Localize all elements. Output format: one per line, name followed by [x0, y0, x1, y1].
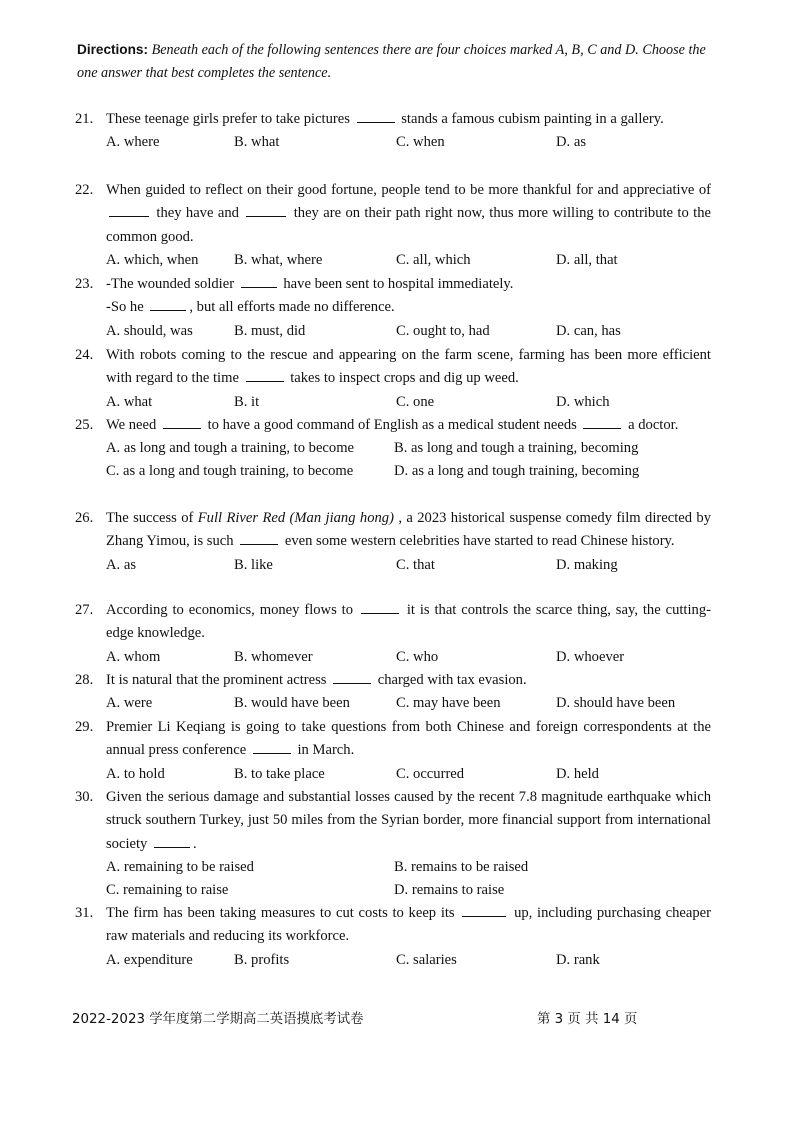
question-number: 21.: [75, 111, 94, 127]
option-c[interactable]: C. one: [396, 393, 435, 410]
option-a[interactable]: A. as: [106, 556, 136, 573]
option-c[interactable]: C. that: [396, 556, 435, 573]
option-d[interactable]: D. can, has: [556, 322, 621, 339]
options-row: [106, 554, 711, 577]
option-b[interactable]: B. it: [234, 393, 260, 410]
question-number: 26.: [75, 510, 94, 526]
answer-blank: [150, 298, 186, 311]
option-c[interactable]: C. ought to, had: [396, 322, 490, 339]
options-row: [106, 856, 711, 879]
question-number: 24.: [75, 347, 94, 363]
question-text: -The wounded soldier have been sent to hospital immediately. -So he , but all efforts made no difference.: [106, 276, 514, 316]
options-row: [106, 320, 711, 343]
question-text: It is natural that the prominent actress charged with tax evasion.: [106, 672, 527, 688]
option-c[interactable]: C. occurred: [396, 765, 465, 782]
answer-blank: [240, 532, 278, 545]
option-c[interactable]: C. may have been: [396, 695, 501, 712]
options-row: [106, 646, 711, 669]
question-number: 28.: [75, 672, 94, 688]
answer-blank: [361, 601, 399, 614]
option-d[interactable]: D. as a long and tough training, becoming: [394, 463, 640, 480]
options-row: [106, 131, 711, 154]
options-row: [106, 879, 711, 902]
question-29: [75, 716, 711, 786]
question-text: Given the serious damage and substantial losses caused by the recent 7.8 magnitude earthquake which struck southern Turkey, just 50 miles from the Syrian border, more financial support from international society .: [106, 789, 711, 852]
question-text: We need to have a good command of English as a medical student needs a doctor.: [106, 417, 679, 433]
option-b[interactable]: B. profits: [234, 951, 290, 968]
page-number: 第 3 页 共 14 页: [537, 1012, 638, 1027]
option-c[interactable]: C. all, which: [396, 251, 471, 268]
question-number: 22.: [75, 182, 94, 198]
question-text: According to economics, money flows to it is that controls the scarce thing, say, the cutting-edge knowledge.: [106, 602, 711, 642]
option-b[interactable]: B. what: [234, 134, 280, 151]
question-26: [75, 507, 711, 577]
question-23: [75, 273, 711, 343]
option-b[interactable]: B. what, where: [234, 251, 323, 268]
option-b[interactable]: B. must, did: [234, 322, 306, 339]
directions-lead: Directions:: [77, 42, 149, 57]
option-b[interactable]: B. would have been: [234, 695, 350, 712]
exam-title: 2022-2023 学年度第二学期高二英语摸底考试卷: [72, 1012, 364, 1027]
question-number: 31.: [75, 905, 94, 921]
option-a[interactable]: A. remaining to be raised: [106, 858, 254, 875]
directions: [77, 38, 717, 85]
answer-blank: [253, 741, 291, 754]
options-row: [106, 391, 711, 414]
question-21: [75, 108, 711, 154]
option-b[interactable]: B. like: [234, 556, 273, 573]
question-number: 29.: [75, 719, 94, 735]
answer-blank: [241, 275, 277, 288]
options-row: [106, 692, 711, 715]
options-row: [106, 249, 711, 272]
option-a[interactable]: A. which, when: [106, 251, 199, 268]
question-number: 23.: [75, 276, 94, 292]
option-b[interactable]: B. whomever: [234, 648, 313, 665]
answer-blank: [333, 671, 371, 684]
question-text: When guided to reflect on their good fortune, people tend to be more thankful for and appreciative of they have and they are on their path right now, thus more willing to contribute to the common good.: [106, 182, 711, 245]
option-c[interactable]: C. salaries: [396, 951, 457, 968]
question-number: 30.: [75, 789, 94, 805]
answer-blank: [109, 204, 149, 217]
question-22: [75, 179, 711, 272]
answer-blank: [246, 369, 284, 382]
options-row: [106, 949, 711, 972]
option-d[interactable]: D. as: [556, 134, 586, 151]
options-row: [106, 437, 711, 460]
option-d[interactable]: D. making: [556, 556, 618, 573]
question-text: These teenage girls prefer to take pictures stands a famous cubism painting in a gallery.: [106, 111, 664, 127]
option-d[interactable]: D. whoever: [556, 648, 625, 665]
question-text: Premier Li Keqiang is going to take questions from both Chinese and foreign correspondents at the annual press conference in March.: [106, 719, 711, 759]
question-number: 27.: [75, 602, 94, 618]
question-text: The success of Full River Red (Man jiang hong) , a 2023 historical suspense comedy film directed by Zhang Yimou, is such even some western celebrities have started to read Chinese history.: [106, 510, 711, 550]
option-b[interactable]: B. to take place: [234, 765, 325, 782]
option-d[interactable]: D. remains to raise: [394, 881, 505, 898]
question-number: 25.: [75, 417, 94, 433]
option-c[interactable]: C. who: [396, 648, 439, 665]
question-24: [75, 344, 711, 414]
answer-blank: [246, 204, 286, 217]
option-a[interactable]: A. whom: [106, 648, 161, 665]
options-row: [106, 460, 711, 483]
option-c[interactable]: C. remaining to raise: [106, 881, 229, 898]
option-d[interactable]: D. held: [556, 765, 599, 782]
option-a[interactable]: A. where: [106, 134, 160, 151]
question-30: [75, 786, 711, 902]
answer-blank: [462, 904, 506, 917]
question-text: With robots coming to the rescue and appearing on the farm scene, farming has been more efficient with regard to the time takes to inspect crops and dig up weed.: [106, 347, 711, 387]
option-b[interactable]: B. remains to be raised: [394, 858, 529, 875]
answer-blank: [163, 416, 201, 429]
option-a[interactable]: A. should, was: [106, 322, 193, 339]
question-28: [75, 669, 711, 715]
option-d[interactable]: D. all, that: [556, 251, 618, 268]
question-31: [75, 902, 711, 972]
option-d[interactable]: D. rank: [556, 951, 600, 968]
answer-blank: [583, 416, 621, 429]
option-a[interactable]: A. what: [106, 393, 153, 410]
answer-blank: [357, 110, 395, 123]
option-b[interactable]: B. as long and tough a training, becoming: [394, 440, 639, 457]
option-c[interactable]: C. when: [396, 134, 445, 151]
question-text: The firm has been taking measures to cut costs to keep its up, including purchasing cheaper raw materials and reducing its workforce.: [106, 905, 712, 945]
answer-blank: [154, 835, 190, 848]
option-a[interactable]: A. expenditure: [106, 951, 193, 968]
option-d[interactable]: D. should have been: [556, 695, 676, 712]
option-d[interactable]: D. which: [556, 393, 610, 410]
film-title: Full River Red (Man jiang hong): [197, 510, 394, 526]
option-a[interactable]: A. were: [106, 695, 153, 712]
options-row: [106, 763, 711, 786]
option-a[interactable]: A. to hold: [106, 765, 165, 782]
question-25: [75, 414, 711, 483]
option-a[interactable]: A. as long and tough a training, to become: [106, 440, 355, 457]
question-27: [75, 599, 711, 669]
directions-text: Beneath each of the following sentences there are four choices marked A, B, C and D. Choose the one answer that best completes the sentence.: [77, 42, 706, 81]
option-c[interactable]: C. as a long and tough training, to become: [106, 463, 354, 480]
